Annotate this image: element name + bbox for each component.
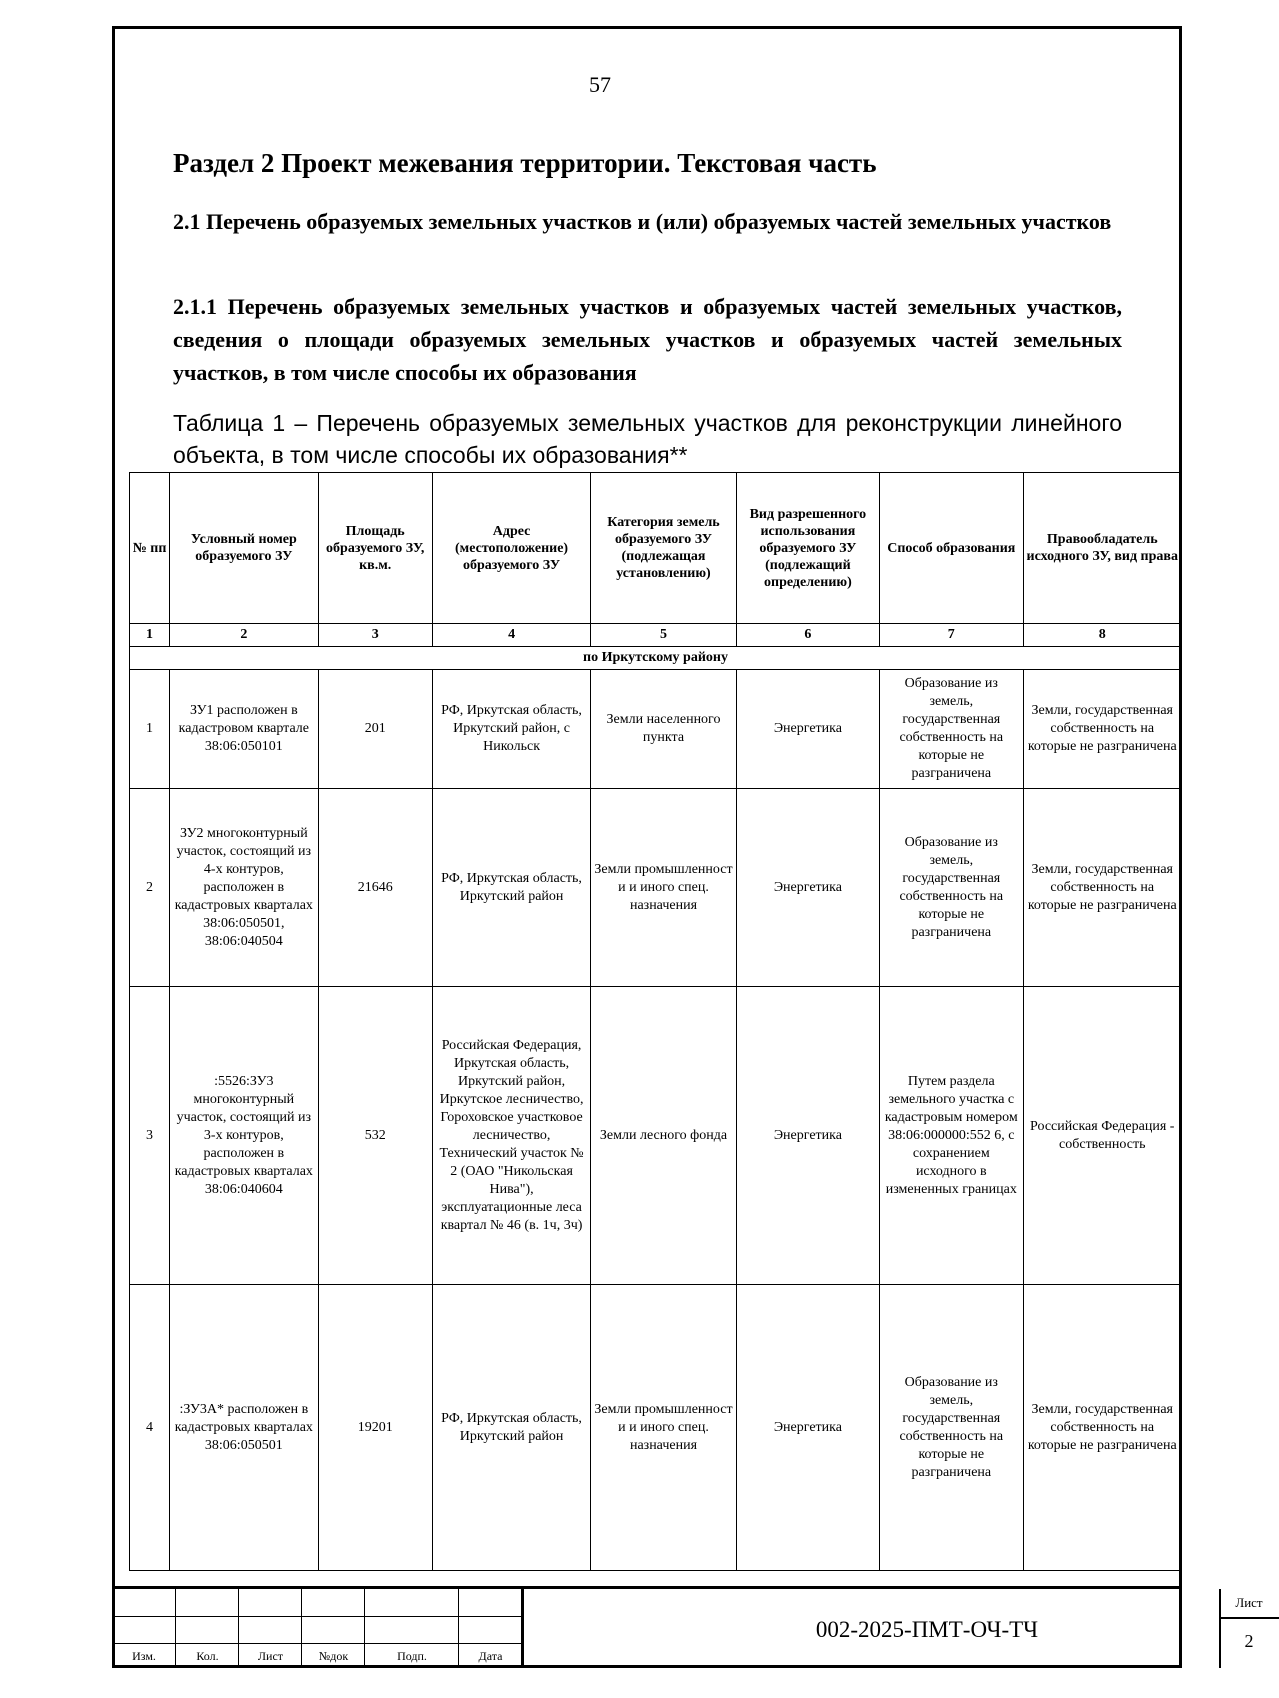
page-number: 57	[589, 72, 611, 97]
stamp-label: Изм.	[132, 1649, 156, 1663]
table-cell: Энергетика	[736, 1285, 879, 1571]
table-cell: 21646	[318, 789, 432, 987]
column-header: Правообладатель исходного ЗУ, вид права	[1023, 473, 1182, 624]
column-header: Площадь образуемого ЗУ, кв.м.	[318, 473, 432, 624]
table-cell: Земли лесного фонда	[591, 987, 736, 1285]
stamp-cell	[176, 1589, 239, 1617]
column-header: № пп	[130, 473, 170, 624]
section-title: Раздел 2 Проект межевания территории. Текстовая часть	[173, 148, 877, 178]
table-row	[130, 987, 1182, 1285]
column-number: 2	[170, 624, 318, 647]
stamp-label: Подп.	[397, 1649, 427, 1663]
table-cell: 19201	[318, 1285, 432, 1571]
stamp-cell	[239, 1589, 302, 1617]
subsection-heading-detail: 2.1.1 Перечень образуемых земельных участков и образуемых частей земельных участков, сведения о площади образуемых земельных участков и образуемых частей земельных участков, в том числе способы их образования	[173, 294, 1122, 385]
table-cell: Российская Федерация, Иркутская область, Иркутский район, Иркутское лесничество, Гороховское участковое лесничество, Технический участок № 2 (ОАО "Никольская Нива"), эксплуатационные леса квартал № 46 (в. 1ч, 3ч)	[432, 987, 590, 1285]
column-header: Категория земель образуемого ЗУ (подлежащая установлению)	[591, 473, 736, 624]
table-cell: РФ, Иркутская область, Иркутский район	[432, 1285, 590, 1571]
table-cell: 532	[318, 987, 432, 1285]
column-number: 7	[880, 624, 1023, 647]
region-label: по Иркутскому району	[130, 647, 1182, 670]
stamp-divider	[522, 1589, 524, 1668]
stamp-cell	[302, 1589, 365, 1617]
table-row	[130, 789, 1182, 987]
table-cell: Путем раздела земельного участка с кадастровым номером 38:06:000000:552 6, с сохранением исходного в измененных границах	[880, 987, 1023, 1285]
column-number: 1	[130, 624, 170, 647]
column-number: 8	[1023, 624, 1182, 647]
stamp-cell	[459, 1589, 522, 1617]
stamp-cell	[176, 1617, 239, 1644]
stamp-cell	[239, 1617, 302, 1644]
sheet-number: 2	[1244, 1631, 1254, 1651]
stamp-cell	[459, 1617, 522, 1644]
land-plots-table	[129, 472, 1182, 1571]
column-header: Адрес (местоположение) образуемого ЗУ	[432, 473, 590, 624]
table-cell: 1	[130, 670, 170, 789]
table-cell: Энергетика	[736, 789, 879, 987]
table-cell: 4	[130, 1285, 170, 1571]
region-row	[130, 647, 1182, 670]
table-caption: Таблица 1 – Перечень образуемых земельных участков для реконструкции линейного объекта, в том числе способы их образования**	[173, 410, 1122, 468]
subsection-heading: 2.1 Перечень образуемых земельных участков и (или) образуемых частей земельных участков	[173, 209, 1112, 234]
table-cell: ЗУ1 расположен в кадастровом квартале 38:06:050101	[170, 670, 318, 789]
stamp-cell	[365, 1589, 459, 1617]
title-block	[112, 1586, 1263, 1668]
stamp-cell	[365, 1617, 459, 1644]
stamp-label: Лист	[257, 1649, 284, 1663]
column-number: 3	[318, 624, 432, 647]
table-cell: ЗУ2 многоконтурный участок, состоящий из 4-х контуров, расположен в кадастровых кварталах 38:06:050501, 38:06:040504	[170, 789, 318, 987]
table-cell: 2	[130, 789, 170, 987]
stamp-divider	[1219, 1617, 1279, 1619]
table-cell: Энергетика	[736, 987, 879, 1285]
table-cell: Земли промышленност и и иного спец. назначения	[591, 789, 736, 987]
table-cell: Энергетика	[736, 670, 879, 789]
document-code: 002-2025-ПМТ-ОЧ-ТЧ	[815, 1617, 1039, 1642]
table-cell: Образование из земель, государственная собственность на которые не разграничена	[880, 789, 1023, 987]
column-header: Условный номер образуемого ЗУ	[170, 473, 318, 624]
table-cell: Земли населенного пункта	[591, 670, 736, 789]
table-cell: Земли, государственная собственность на которые не разграничена	[1023, 789, 1182, 987]
column-header: Способ образования	[880, 473, 1023, 624]
header-row	[130, 473, 1182, 624]
table-cell: Образование из земель, государственная собственность на которые не разграничена	[880, 1285, 1023, 1571]
table-cell: :5526:ЗУ3 многоконтурный участок, состоящий из 3-х контуров, расположен в кадастровых кварталах 38:06:040604	[170, 987, 318, 1285]
column-number-row	[130, 624, 1182, 647]
table-row	[130, 1285, 1182, 1571]
table-cell: РФ, Иркутская область, Иркутский район	[432, 789, 590, 987]
stamp-label: Дата	[478, 1649, 503, 1663]
table-cell: РФ, Иркутская область, Иркутский район, с Никольск	[432, 670, 590, 789]
column-number: 6	[736, 624, 879, 647]
stamp-label: Кол.	[196, 1649, 219, 1663]
table-cell: Земли, государственная собственность на которые не разграничена	[1023, 670, 1182, 789]
table-cell: Земли, государственная собственность на которые не разграничена	[1023, 1285, 1182, 1571]
table-row	[130, 670, 1182, 789]
table-cell: 201	[318, 670, 432, 789]
table-cell: Российская Федерация - собственность	[1023, 987, 1182, 1285]
column-number: 4	[432, 624, 590, 647]
table-cell: Земли промышленност и и иного спец. назначения	[591, 1285, 736, 1571]
table-cell: 3	[130, 987, 170, 1285]
stamp-label: №док	[318, 1649, 349, 1663]
column-header: Вид разрешенного использования образуемого ЗУ (подлежащий определению)	[736, 473, 879, 624]
stamp-cell	[112, 1589, 176, 1617]
stamp-cell	[112, 1617, 176, 1644]
sheet-label: Лист	[1235, 1595, 1263, 1610]
table-cell: Образование из земель, государственная собственность на которые не разграничена	[880, 670, 1023, 789]
table-cell: :ЗУ3А* расположен в кадастровых кварталах 38:06:050501	[170, 1285, 318, 1571]
column-number: 5	[591, 624, 736, 647]
stamp-cell	[302, 1617, 365, 1644]
